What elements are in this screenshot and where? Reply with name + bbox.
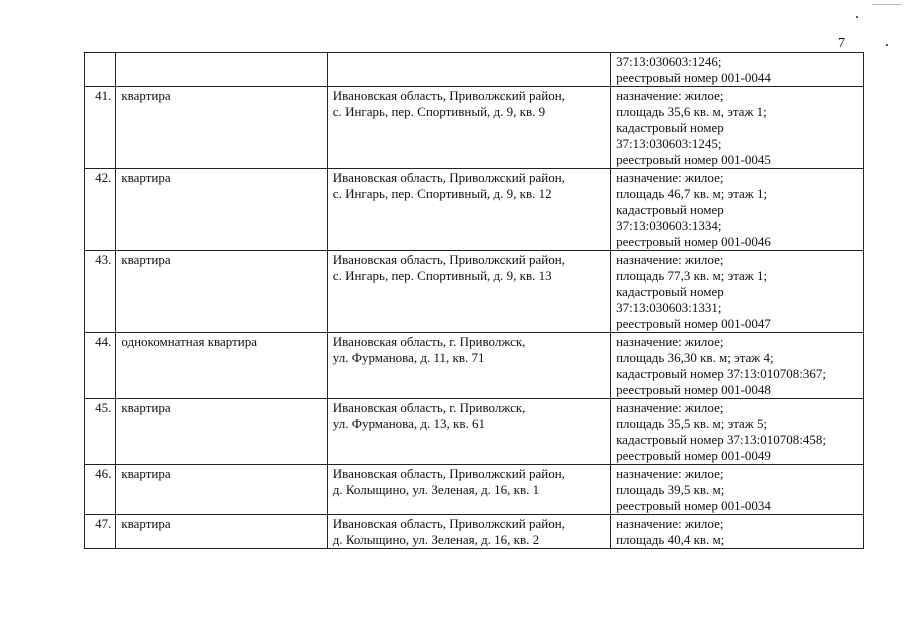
page-number: 7 bbox=[838, 36, 845, 51]
description-line: реестровый номер 001-0034 bbox=[616, 498, 771, 513]
property-type: квартира bbox=[116, 251, 327, 333]
table-row bbox=[85, 169, 864, 251]
property-address bbox=[327, 87, 610, 169]
property-description bbox=[611, 87, 864, 169]
row-number: 46. bbox=[85, 465, 116, 515]
description-line: назначение: жилое; bbox=[616, 466, 724, 481]
address-line: с. Ингарь, пер. Спортивный, д. 9, кв. 12 bbox=[332, 186, 552, 201]
property-type: квартира bbox=[116, 515, 327, 549]
address-line: ул. Фурманова, д. 11, кв. 71 bbox=[332, 350, 485, 365]
scan-artifact-line bbox=[872, 4, 902, 5]
description-line: назначение: жилое; bbox=[616, 334, 724, 349]
description-line: кадастровый номер bbox=[616, 202, 724, 217]
property-address bbox=[327, 333, 610, 399]
table-row bbox=[85, 465, 864, 515]
address-line: д. Колыщино, ул. Зеленая, д. 16, кв. 1 bbox=[332, 482, 540, 497]
description-line: назначение: жилое; bbox=[616, 88, 724, 103]
property-address bbox=[327, 169, 610, 251]
row-number: 42. bbox=[85, 169, 116, 251]
row-number: 44. bbox=[85, 333, 116, 399]
property-type: квартира bbox=[116, 169, 327, 251]
property-address bbox=[327, 399, 610, 465]
table-row bbox=[85, 399, 864, 465]
description-line: площадь 46,7 кв. м; этаж 1; bbox=[616, 186, 768, 201]
scan-artifact-dot bbox=[856, 16, 858, 18]
address-line: ул. Фурманова, д. 13, кв. 61 bbox=[332, 416, 485, 431]
table-row bbox=[85, 333, 864, 399]
property-description bbox=[611, 399, 864, 465]
description-line: назначение: жилое; bbox=[616, 516, 724, 531]
property-address bbox=[327, 515, 610, 549]
description-line: кадастровый номер 37:13:010708:367; bbox=[616, 366, 826, 381]
property-description bbox=[611, 53, 864, 87]
description-line: назначение: жилое; bbox=[616, 252, 724, 267]
property-type: квартира bbox=[116, 465, 327, 515]
property-address bbox=[327, 251, 610, 333]
description-line: реестровый номер 001-0046 bbox=[616, 234, 771, 249]
property-description bbox=[611, 515, 864, 549]
address-line: с. Ингарь, пер. Спортивный, д. 9, кв. 9 bbox=[332, 104, 546, 119]
address-line: д. Колыщино, ул. Зеленая, д. 16, кв. 2 bbox=[332, 532, 540, 547]
description-line: реестровый номер 001-0049 bbox=[616, 448, 771, 463]
address-line: Ивановская область, Приволжский район, bbox=[332, 170, 565, 185]
description-line: 37:13:030603:1334; bbox=[616, 218, 722, 233]
row-number: 41. bbox=[85, 87, 116, 169]
description-line: назначение: жилое; bbox=[616, 170, 724, 185]
address-line: Ивановская область, Приволжский район, bbox=[332, 516, 565, 531]
table-body bbox=[85, 53, 864, 549]
property-description bbox=[611, 333, 864, 399]
scan-artifact-dot bbox=[886, 44, 888, 46]
table-row bbox=[85, 53, 864, 87]
property-type: квартира bbox=[116, 87, 327, 169]
description-line: реестровый номер 001-0048 bbox=[616, 382, 771, 397]
description-line: реестровый номер 001-0045 bbox=[616, 152, 771, 167]
description-line: кадастровый номер bbox=[616, 284, 724, 299]
row-number: 43. bbox=[85, 251, 116, 333]
property-type: квартира bbox=[116, 399, 327, 465]
property-address bbox=[327, 53, 610, 87]
row-number bbox=[85, 53, 116, 87]
description-line: реестровый номер 001-0044 bbox=[616, 70, 771, 85]
property-description bbox=[611, 169, 864, 251]
description-line: реестровый номер 001-0047 bbox=[616, 316, 771, 331]
description-line: площадь 40,4 кв. м; bbox=[616, 532, 725, 547]
address-line: с. Ингарь, пер. Спортивный, д. 9, кв. 13 bbox=[332, 268, 552, 283]
address-line: Ивановская область, Приволжский район, bbox=[332, 252, 565, 267]
description-line: 37:13:030603:1245; bbox=[616, 136, 722, 151]
property-type: однокомнатная квартира bbox=[116, 333, 327, 399]
property-description bbox=[611, 251, 864, 333]
address-line: Ивановская область, г. Приволжск, bbox=[332, 334, 526, 349]
address-line: Ивановская область, Приволжский район, bbox=[332, 88, 565, 103]
property-address bbox=[327, 465, 610, 515]
table-row bbox=[85, 87, 864, 169]
address-line: Ивановская область, г. Приволжск, bbox=[332, 400, 526, 415]
table-row bbox=[85, 515, 864, 549]
description-line: кадастровый номер bbox=[616, 120, 724, 135]
property-registry-table bbox=[84, 52, 864, 549]
description-line: площадь 35,5 кв. м; этаж 5; bbox=[616, 416, 768, 431]
row-number: 45. bbox=[85, 399, 116, 465]
description-line: назначение: жилое; bbox=[616, 400, 724, 415]
description-line: площадь 36,30 кв. м; этаж 4; bbox=[616, 350, 774, 365]
row-number: 47. bbox=[85, 515, 116, 549]
address-line: Ивановская область, Приволжский район, bbox=[332, 466, 565, 481]
property-description bbox=[611, 465, 864, 515]
description-line: площадь 77,3 кв. м; этаж 1; bbox=[616, 268, 768, 283]
property-type bbox=[116, 53, 327, 87]
description-line: кадастровый номер 37:13:010708:458; bbox=[616, 432, 826, 447]
description-line: 37:13:030603:1246; bbox=[616, 54, 722, 69]
table-row bbox=[85, 251, 864, 333]
description-line: 37:13:030603:1331; bbox=[616, 300, 722, 315]
description-line: площадь 39,5 кв. м; bbox=[616, 482, 725, 497]
description-line: площадь 35,6 кв. м, этаж 1; bbox=[616, 104, 767, 119]
